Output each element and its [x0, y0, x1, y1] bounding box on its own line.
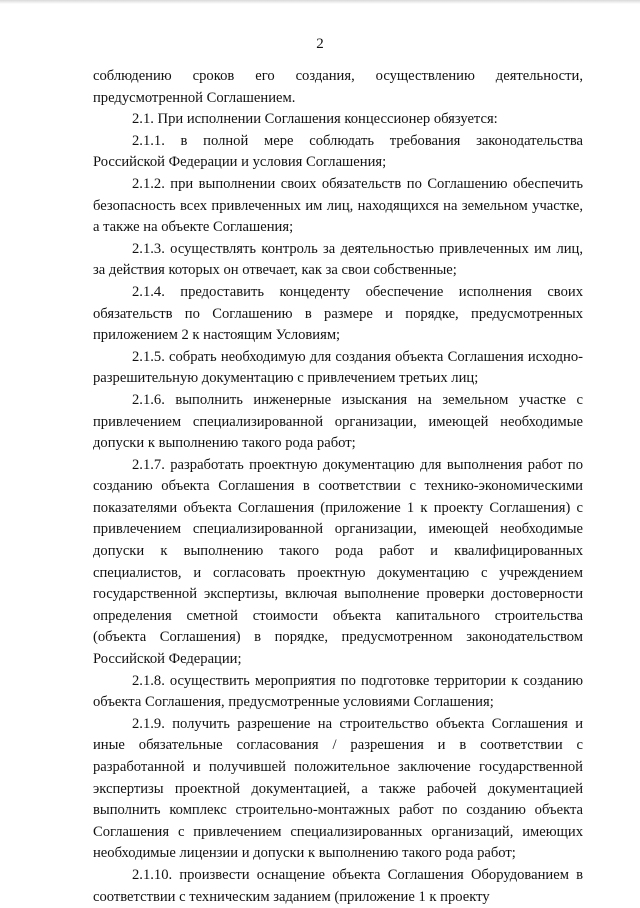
paragraph-2-1-6: 2.1.6. выполнить инженерные изыскания на земельном участке с привлечением специализированной организации, имеющей необходимые допуски к выполнению такого рода работ; [93, 391, 583, 452]
paragraph-continuation: соблюдению сроков его создания, осуществлению деятельности, предусмотренной Соглашением. [93, 68, 583, 106]
paragraph-2-1-5: 2.1.5. собрать необходимую для создания объекта Соглашения исходно-разрешительную документацию с привлечением третьих лиц; [93, 348, 583, 387]
paragraph-2-1-8: 2.1.8. осуществить мероприятия по подготовке территории к созданию объекта Соглашения, предусмотренные условиями Соглашения; [93, 672, 583, 711]
paragraph-2-1: 2.1. При исполнении Соглашения концессионер обязуется: [132, 111, 498, 128]
paragraph-2-1-10: 2.1.10. произвести оснащение объекта Соглашения Оборудованием в соответствии с техническим заданием (приложение 1 к проекту [93, 866, 583, 905]
paragraph-2-1-9: 2.1.9. получить разрешение на строительство объекта Соглашения и иные обязательные согласования / разрешения и в соответствии с разработанной и получившей положительное заключение государственной экспертизы проектной документацией, а также рабочей документацией выполнить комплекс строительно-монтажных работ по созданию объекта Соглашения с привлечением специализированных организаций, имеющих необходимые лицензии и допуски к выполнению такого рода работ; [93, 715, 583, 862]
paragraph-2-1-4: 2.1.4. предоставить концеденту обеспечение исполнения своих обязательств по Соглашению в размере и порядке, предусмотренных приложением 2 к настоящим Условиям; [93, 283, 583, 344]
paragraph-2-1-3: 2.1.3. осуществлять контроль за деятельностью привлеченных им лиц, за действия которых он отвечает, как за свои собственные; [93, 240, 583, 279]
paragraph-2-1-7: 2.1.7. разработать проектную документацию для выполнения работ по созданию объекта Соглашения в соответствии с технико-экономическими показателями объекта Соглашения (приложение 1 к проекту Соглашения) с привлечением специализированной организации, имеющей необходимые допуски к выполнению такого рода работ и квалифицированных специалистов, и согласовать проектную документацию с учреждением государственной экспертизы, включая выполнение проверки достоверности определения сметной стоимости объекта капитального строительства (объекта Соглашения) в порядке, предусмотренном законодательством Российской Федерации; [93, 456, 583, 668]
paragraph-2-1-2: 2.1.2. при выполнении своих обязательств по Соглашению обеспечить безопасность всех привлеченных им лиц, находящихся на земельном участке, а также на объекте Соглашения; [93, 175, 583, 236]
page-number: 2 [316, 36, 324, 52]
page-top-edge [0, 0, 640, 4]
paragraph-2-1-1: 2.1.1. в полной мере соблюдать требования законодательства Российской Федерации и условия Соглашения; [93, 132, 583, 171]
document-body [93, 66, 583, 908]
